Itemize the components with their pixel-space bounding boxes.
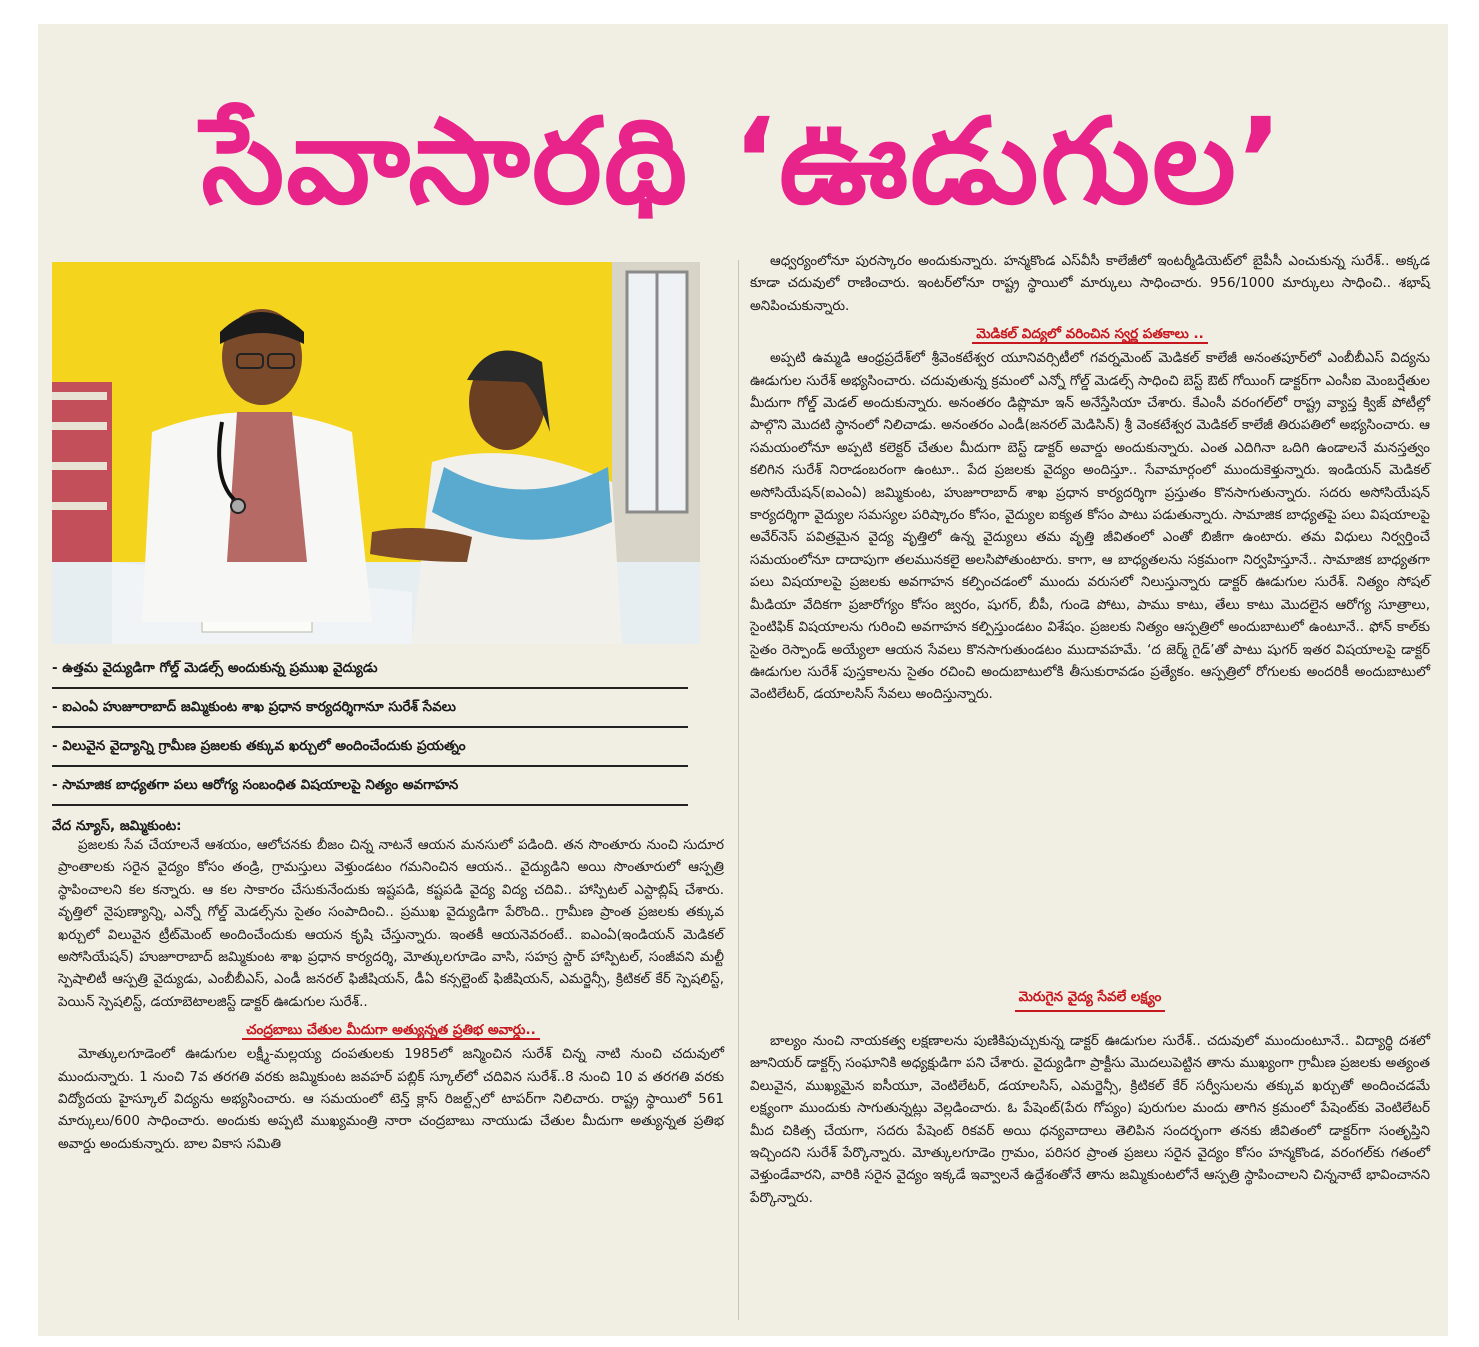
article-photo — [52, 262, 700, 644]
article-column-left — [58, 834, 724, 1155]
paragraph: అప్పటి ఉమ్మడి ఆంధ్రప్రదేశ్‌లో శ్రీవెంకటేశ్వర యూనివర్సిటీలో గవర్నమెంట్ మెడికల్ కాలేజీ అనంతపూర్‌లో ఎంబీబీఎస్ విద్యను ఊడుగుల సురేశ్ అభ్యసించారు. చదువుతున్న క్రమంలో ఎన్నో గోల్డ్ మెడల్స్ సాధించి బెస్ట్ ఔట్ గోయింగ్ డాక్టర్‌గా ఎంసీఐ మెంబర్షేతుల మీదుగా గోల్డ్ మెడల్ అందుకున్నారు. అనంతరం డిప్లొమా ఇన్ అనేస్తేసియా చేశారు. కేఎంసీ వరంగల్‌లో రాష్ట్ర వ్యాప్త క్విజ్ పోటీల్లో పాల్గొని మొదటి స్థానంలో నిలిచాడు. అనంతరం ఎండీ(జనరల్ మెడిసిన్) శ్రీ వెంకటేశ్వర మెడికల్ కాలేజీ తిరుపతిలో అభ్యసించారు. ఆ సమయంలోనూ అప్పటి కలెక్టర్ చేతుల మీదుగా బెస్ట్ డాక్టర్ అవార్డు అందుకున్నారు. ఎంత ఎదిగినా ఒదిగి ఉండాలనే మనస్తత్వం కలిగిన సురేశ్ నిరాడంబరంగా ఉంటూ.. పేద ప్రజలకు వైద్యం అందిస్తూ.. సేవామార్గంలో ముందుకెళ్తున్నారు. ఇండియన్ మెడికల్ అసోసియేషన్(ఐఎంఏ) జమ్మికుంట, హుజూరాబాద్ శాఖ ప్రధాన కార్యదర్శిగా ప్రస్తుతం కొనసాగుతున్నారు. సదరు అసోసియేషన్ కార్యదర్శిగా వైద్యుల సమస్యల పరిష్కారం కోసం, వైద్యుల ఐక్యత కోసం పాటు పడుతున్నారు. సామాజిక బాధ్యతపై పలు విషయాలపై అవేర్‌నెస్ పవిత్రమైన వైద్య వృత్తిలో ఉన్న వైద్యులు తమ వృత్తి జీవితంలో ఎంతో బిజీగా ఉంటారు. తమ విధులు నిర్వర్తించే సమయంలోనూ దాదాపుగా తలమునకలై అలసిపోతుంటారు. కాగా, ఆ బాధ్యతలను సక్రమంగా నిర్వహిస్తూనే.. సామాజిక బాధ్యతగా పలు విషయాలపై ప్రజలకు అవగాహన కల్పించడంలో ముందు వరుసలో నిలుస్తున్నారు డాక్టర్ ఊడుగుల సురేశ్. నిత్యం సోషల్ మీడియా వేదికగా ప్రజారోగ్యం కోసం జ్వరం, షుగర్, బీపీ, గుండె పోటు, పాము కాటు, తేలు కాటు మొదలైన ఆరోగ్య సూత్రాలు, సైంటిఫిక్ విషయాలను గురించి అవగాహన కల్పిస్తుండటం విశేషం. ప్రజలకు నిత్యం ఆస్పత్రిలో అందుబాటులో ఉంటూనే.. ఫోన్ కాల్‌కు సైతం రెస్పాండ్ అయ్యేలా ఆయన సేవలు కొనసాగుతుండటం ముదావహమే. ‘ద జెర్మ్ గైడ్’తో పాటు షుగర్ ఇతర విషయాలపై డాక్టర్ ఊడుగుల సురేశ్ పుస్తకాలను సైతం రచించి అందుబాటులోకి తీసుకురావడం ప్రత్యేకం. ఆస్పత్రిలో రోగులకు అందరికీ అందుబాటులో వెంటిలేటర్, డయాలసిస్ సేవలు అందిస్తున్నారు. — [750, 350, 1430, 703]
subheading-text: చంద్రబాబు చేతుల మీదుగా అత్యున్నత ప్రతిభ అవార్డు.. — [242, 1022, 540, 1040]
paragraph: ప్రజలకు సేవ చేయాలనే ఆశయం, ఆలోచనకు బీజం చిన్న నాటనే ఆయన మనసులో పడింది. తన సొంతూరు నుంచి సుదూర ప్రాంతాలకు సరైన వైద్యం కోసం తండ్రి, గ్రామస్తులు వెళ్తుండటం గమనించిన ఆయన.. వైద్యుడిని అయి సొంతూరులో ఆస్పత్రి స్థాపించాలని కల కన్నారు. ఆ కల సాకారం చేసుకునేందుకు ఇష్టపడి, కష్టపడి వైద్య విద్య చదివి.. హాస్పిటల్ ఎస్టాబ్లిష్ చేశారు. వృత్తిలో నైపుణ్యాన్ని, ఎన్నో గోల్డ్ మెడల్స్‌ను సైతం సంపాదించి.. ప్రముఖ వైద్యుడిగా పేరొంది.. గ్రామీణ ప్రాంత ప్రజలకు తక్కువ ఖర్చులో విలువైన ట్రీట్‌మెంట్ అందించేందుకు ఆయన కృషి చేస్తున్నారు. ఇంతకీ ఆయనెవరంటే.. ఐఎంఏ(ఇండియన్ మెడికల్ అసోసియేషన్) హుజూరాబాద్ జమ్మికుంట శాఖ ప్రధాన కార్యదర్శి, మోత్కులగూడెం వాసి, సహస్ర స్టార్ హాస్పిటల్, సంజీవని మల్టీ స్పెషాలిటీ ఆస్పత్రి వైద్యుడు, ఎంబీబీఎస్, ఎండీ జనరల్ ఫిజీషియన్, డీఏ కన్సల్టెంట్ ఫిజీషియన్, ఎమర్జెన్సీ, క్రిటికల్ కేర్ స్పెషలిస్ట్, పెయిన్ స్పెషలిస్ట్, డయాబెటాలజిస్ట్ డాక్టర్ ఊడుగుల సురేశ్.. — [58, 837, 724, 1010]
newspaper-page — [38, 24, 1448, 1336]
highlight-item: - ఉత్తమ వైద్యుడిగా గోల్డ్ మెడల్స్ అందుకున్న ప్రముఖ వైద్యుడు — [52, 650, 688, 689]
subheading-text: మెరుగైన వైద్య సేవలే లక్ష్యం — [1015, 986, 1166, 1012]
subheading-boxed — [750, 986, 1430, 1012]
highlight-item: - విలువైన వైద్యాన్ని గ్రామీణ ప్రజలకు తక్కువ ఖర్చులో అందించేందుకు ప్రయత్నం — [52, 728, 688, 767]
doctor-patient-photo-icon — [52, 262, 700, 644]
column-divider — [738, 260, 739, 1320]
highlight-item: - ఐఎంఏ హుజూరాబాద్ జమ్మికుంట శాఖ ప్రధాన కార్యదర్శిగానూ సురేశ్ సేవలు — [52, 689, 688, 728]
subheading — [58, 1019, 724, 1041]
subheading-text: మెడికల్ విద్యలో వరించిన స్వర్ణ పతకాలు .. — [972, 326, 1208, 344]
paragraph: బాల్యం నుంచి నాయకత్వ లక్షణాలను పుణికిపుచ్చుకున్న డాక్టర్ ఊడుగుల సురేశ్.. చదువులో ముందుంటూనే.. విద్యార్థి దశలో జూనియర్ డాక్టర్స్ సంఘానికి అధ్యక్షుడిగా పని చేశారు. వైద్యుడిగా ప్రాక్టీసు మొదలుపెట్టిన తాను ముఖ్యంగా గ్రామీణ ప్రజలకు అత్యంత విలువైన, ముఖ్యమైన ఐసీయూ, వెంటిలేటర్, డయాలసిస్, ఎమర్జెన్సీ, క్రిటికల్ కేర్ సర్వీసులను తక్కువ ఖర్చుతో అందించడమే లక్ష్యంగా ముందుకు సాగుతున్నట్లు వెల్లడించారు. ఓ పేషెంట్(పేరు గోప్యం) పురుగుల మందు తాగిన క్రమంలో పేషెంట్‌కు వెంటిలేటర్ మీద చికిత్స చేయగా, సదరు పేషెంట్ రికవర్ అయి ధన్యవాదాలు తెలిపిన సందర్భంగా తనకు జీవితంలో డాక్టర్‌గా సంతృప్తిని ఇచ్చిందని సురేశ్ పేర్కొన్నారు. మోత్కులగూడెం గ్రామం, పరిసర ప్రాంత ప్రజలు సరైన వైద్యం కోసం హన్మకొండ, వరంగల్‌కు గతంలో వెళ్తుండేవారని, వారికి సరైన వైద్యం ఇక్కడే ఇవ్వాలనే ఉద్దేశంతోనే తాను జమ్మికుంటలోనే ఆస్పత్రి స్థాపించాలని చిన్ననాటే భావించానని పేర్కొన్నారు. — [750, 1033, 1430, 1206]
highlight-item: - సామాజిక బాధ్యతగా పలు ఆరోగ్య సంబంధిత విషయాలపై నిత్యం అవగాహన — [52, 767, 688, 806]
article-column-right-top — [750, 250, 1430, 706]
paragraph: ఆధ్వర్యంలోనూ పురస్కారం అందుకున్నారు. హన్మకొండ ఎస్‌వీసీ కాలేజీలో ఇంటర్మీడియెట్‌లో బైపీసీ ఎంచుకున్న సురేశ్.. అక్కడ కూడా చదువులో రాణించారు. ఇంటర్‌లోనూ రాష్ట్ర స్థాయిలో మార్కులు సాధించారు. 956/1000 మార్కులు సాధించి.. శభాష్ అనిపించుకున్నారు. — [750, 253, 1430, 314]
highlights-list — [52, 650, 688, 840]
dateline: వేద న్యూస్, జమ్మికుంట: — [52, 818, 182, 834]
paragraph: మోత్కులగూడెంలో ఊడుగుల లక్ష్మీ-మల్లయ్య దంపతులకు 1985లో జన్మించిన సురేశ్ చిన్న నాటి నుంచి చదువులో ముందున్నారు. 1 నుంచి 7వ తరగతి వరకు జమ్మికుంట జవహర్ పబ్లిక్ స్కూల్‌లో చదివిన సురేశ్..8 నుంచి 10 వ తరగతి వరకు విద్యోదయ హైస్కూల్ విద్యను అభ్యసించారు. ఆ సమయంలో టెన్త్ క్లాస్ రిజల్ట్స్‌లో టాపర్‌గా నిలిచారు. రాష్ట్ర స్థాయిలో 561 మార్కులు/600 సాధించారు. అందుకు అప్పటి ముఖ్యమంత్రి నారా చంద్రబాబు నాయుడు చేతుల మీదుగా అత్యున్నత ప్రతిభ అవార్డు అందుకున్నారు. బాల వికాస సమితి — [58, 1046, 724, 1152]
subheading — [750, 323, 1430, 345]
headline: సేవాసారథి ‘ఊడుగుల’ — [201, 92, 1285, 230]
article-column-right-bottom — [750, 1030, 1430, 1209]
